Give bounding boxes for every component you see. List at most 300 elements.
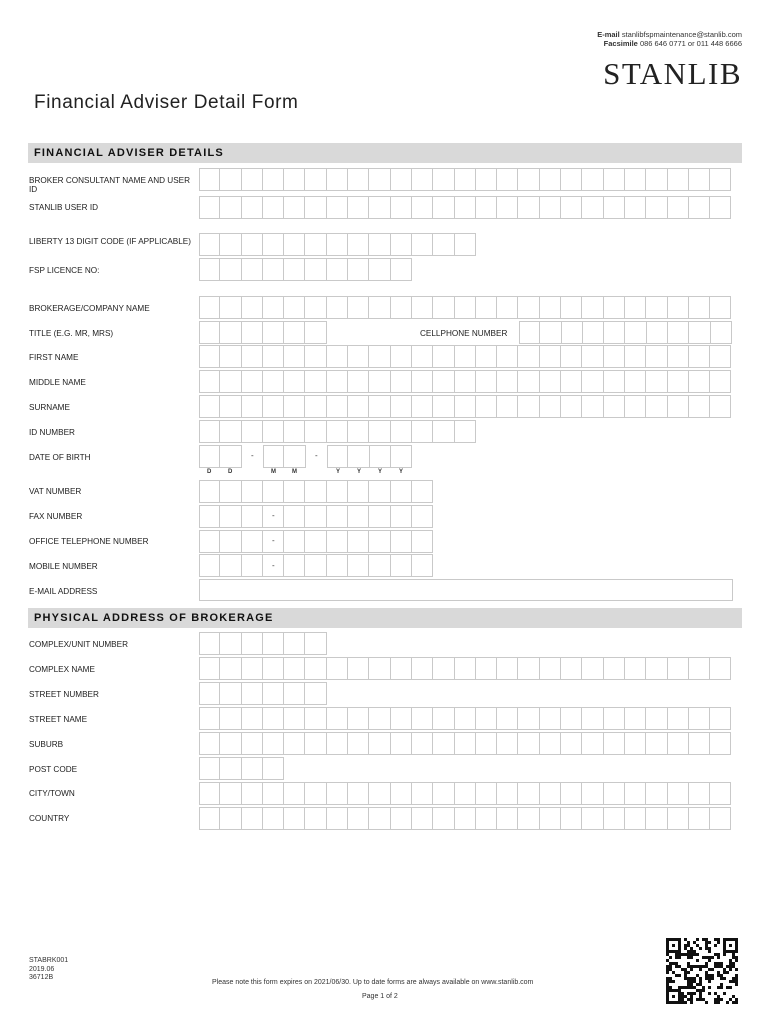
char-box[interactable] [412, 233, 433, 256]
char-box[interactable] [199, 782, 220, 805]
char-box[interactable] [220, 168, 241, 191]
vat-number-input[interactable] [199, 480, 433, 503]
char-box[interactable] [689, 395, 710, 418]
char-box[interactable] [263, 420, 284, 443]
char-box[interactable] [199, 395, 220, 418]
char-box[interactable] [412, 395, 433, 418]
char-box[interactable] [199, 757, 220, 780]
char-box[interactable] [284, 782, 305, 805]
char-box[interactable] [561, 657, 582, 680]
email-address-input[interactable] [199, 579, 733, 601]
char-box[interactable] [412, 296, 433, 319]
char-box[interactable] [668, 732, 689, 755]
char-box[interactable] [348, 807, 369, 830]
char-box[interactable] [412, 196, 433, 219]
char-box[interactable] [391, 420, 412, 443]
char-box[interactable] [476, 370, 497, 393]
char-box[interactable] [242, 632, 263, 655]
char-box[interactable] [646, 707, 667, 730]
char-box[interactable] [518, 732, 539, 755]
char-box[interactable] [391, 258, 412, 281]
char-box[interactable] [412, 732, 433, 755]
complex-unit-input[interactable] [199, 632, 327, 655]
char-box[interactable] [689, 168, 710, 191]
char-box[interactable] [540, 657, 561, 680]
char-box[interactable] [647, 321, 668, 344]
char-box[interactable] [710, 732, 731, 755]
char-box[interactable] [199, 345, 220, 368]
char-box[interactable] [518, 807, 539, 830]
char-box[interactable] [199, 168, 220, 191]
char-box[interactable] [497, 782, 518, 805]
char-box[interactable] [582, 732, 603, 755]
char-box[interactable] [220, 707, 241, 730]
char-box[interactable] [348, 554, 369, 577]
char-box[interactable] [220, 682, 241, 705]
char-box[interactable] [604, 296, 625, 319]
street-number-input[interactable] [199, 682, 327, 705]
char-box[interactable] [305, 807, 326, 830]
char-box[interactable] [433, 732, 454, 755]
char-box[interactable] [455, 420, 476, 443]
char-box[interactable] [455, 345, 476, 368]
city-town-input[interactable] [199, 782, 731, 805]
char-box[interactable] [391, 480, 412, 503]
char-box[interactable] [220, 530, 241, 553]
char-box[interactable] [284, 480, 305, 503]
char-box[interactable] [348, 480, 369, 503]
mobile-number-input[interactable] [199, 554, 433, 577]
char-box[interactable] [625, 707, 646, 730]
char-box[interactable] [710, 345, 731, 368]
char-box[interactable] [242, 420, 263, 443]
liberty-code-input[interactable] [199, 233, 476, 256]
char-box[interactable] [263, 370, 284, 393]
char-box[interactable] [369, 807, 390, 830]
char-box[interactable] [540, 395, 561, 418]
char-box[interactable] [518, 370, 539, 393]
dob-day-input[interactable] [199, 445, 242, 468]
char-box[interactable] [391, 395, 412, 418]
char-box[interactable] [220, 732, 241, 755]
char-box[interactable] [199, 732, 220, 755]
char-box[interactable] [305, 554, 326, 577]
char-box[interactable] [220, 196, 241, 219]
char-box[interactable] [263, 757, 284, 780]
char-box[interactable] [433, 196, 454, 219]
char-box[interactable] [668, 321, 689, 344]
char-box[interactable] [199, 657, 220, 680]
char-box[interactable] [689, 657, 710, 680]
char-box[interactable] [242, 682, 263, 705]
street-name-input[interactable] [199, 707, 731, 730]
char-box[interactable] [689, 296, 710, 319]
fax-number-input[interactable] [199, 505, 433, 528]
char-box[interactable] [412, 168, 433, 191]
char-box[interactable] [242, 757, 263, 780]
char-box[interactable] [284, 196, 305, 219]
char-box[interactable] [518, 296, 539, 319]
char-box[interactable] [199, 321, 220, 344]
char-box[interactable] [305, 258, 326, 281]
char-box[interactable] [242, 370, 263, 393]
char-box[interactable] [263, 345, 284, 368]
char-box[interactable] [284, 530, 305, 553]
char-box[interactable] [412, 554, 433, 577]
surname-input[interactable] [199, 395, 731, 418]
char-box[interactable] [220, 505, 241, 528]
char-box[interactable] [305, 196, 326, 219]
char-box[interactable] [497, 370, 518, 393]
char-box[interactable] [455, 196, 476, 219]
char-box[interactable] [646, 345, 667, 368]
char-box[interactable] [582, 657, 603, 680]
char-box[interactable] [476, 168, 497, 191]
char-box[interactable] [625, 296, 646, 319]
char-box[interactable] [305, 168, 326, 191]
id-number-input[interactable] [199, 420, 476, 443]
char-box[interactable] [455, 370, 476, 393]
char-box[interactable] [327, 345, 348, 368]
char-box[interactable] [242, 258, 263, 281]
char-box[interactable] [412, 370, 433, 393]
char-box[interactable] [220, 782, 241, 805]
char-box[interactable] [242, 707, 263, 730]
char-box[interactable] [220, 420, 241, 443]
char-box[interactable] [391, 732, 412, 755]
brokerage-name-input[interactable] [199, 296, 731, 319]
char-box[interactable] [433, 657, 454, 680]
char-box[interactable] [220, 657, 241, 680]
char-box[interactable] [220, 554, 241, 577]
char-box[interactable] [199, 632, 220, 655]
char-box[interactable] [263, 233, 284, 256]
char-box[interactable] [412, 420, 433, 443]
char-box[interactable] [476, 807, 497, 830]
char-box[interactable] [369, 420, 390, 443]
char-box[interactable] [199, 554, 220, 577]
char-box[interactable] [689, 321, 710, 344]
broker-consultant-input[interactable] [199, 168, 731, 191]
char-box[interactable] [646, 168, 667, 191]
char-box[interactable] [497, 168, 518, 191]
char-box[interactable] [455, 168, 476, 191]
char-box[interactable] [220, 480, 241, 503]
char-box[interactable] [668, 196, 689, 219]
char-box[interactable] [646, 296, 667, 319]
char-box[interactable] [242, 395, 263, 418]
char-box[interactable] [305, 632, 326, 655]
char-box[interactable] [412, 480, 433, 503]
char-box[interactable] [455, 657, 476, 680]
char-box[interactable] [540, 370, 561, 393]
char-box[interactable] [220, 370, 241, 393]
char-box[interactable] [369, 554, 390, 577]
char-box[interactable] [582, 707, 603, 730]
char-box[interactable] [604, 395, 625, 418]
char-box[interactable] [412, 530, 433, 553]
char-box[interactable] [518, 657, 539, 680]
char-box[interactable] [327, 707, 348, 730]
char-box[interactable] [646, 807, 667, 830]
char-box[interactable] [242, 321, 263, 344]
char-box[interactable] [433, 345, 454, 368]
char-box[interactable] [604, 732, 625, 755]
char-box[interactable] [305, 732, 326, 755]
char-box[interactable] [582, 395, 603, 418]
char-box[interactable] [625, 395, 646, 418]
char-box[interactable] [327, 395, 348, 418]
char-box[interactable] [561, 807, 582, 830]
char-box[interactable] [327, 420, 348, 443]
country-input[interactable] [199, 807, 731, 830]
char-box[interactable] [625, 807, 646, 830]
char-box[interactable] [646, 370, 667, 393]
char-box[interactable] [710, 395, 731, 418]
char-box[interactable] [305, 233, 326, 256]
char-box[interactable] [518, 707, 539, 730]
char-box[interactable] [433, 233, 454, 256]
char-box[interactable] [689, 707, 710, 730]
char-box[interactable] [433, 782, 454, 805]
char-box[interactable] [348, 395, 369, 418]
char-box[interactable] [497, 345, 518, 368]
char-box[interactable] [668, 707, 689, 730]
char-box[interactable] [199, 258, 220, 281]
char-box[interactable] [242, 657, 263, 680]
char-box[interactable] [348, 370, 369, 393]
char-box[interactable] [305, 782, 326, 805]
char-box[interactable] [391, 345, 412, 368]
char-box[interactable] [604, 807, 625, 830]
char-box[interactable] [242, 168, 263, 191]
char-box[interactable] [518, 196, 539, 219]
char-box[interactable] [199, 296, 220, 319]
char-box[interactable] [348, 420, 369, 443]
char-box[interactable] [497, 196, 518, 219]
char-box[interactable] [476, 707, 497, 730]
char-box[interactable] [391, 530, 412, 553]
char-box[interactable] [689, 370, 710, 393]
char-box[interactable] [391, 505, 412, 528]
char-box[interactable] [625, 657, 646, 680]
char-box[interactable] [518, 345, 539, 368]
char-box[interactable] [646, 782, 667, 805]
char-box[interactable] [391, 168, 412, 191]
suburb-input[interactable] [199, 732, 731, 755]
char-box[interactable] [263, 807, 284, 830]
char-box[interactable] [711, 321, 732, 344]
char-box[interactable] [199, 682, 220, 705]
char-box[interactable] [518, 782, 539, 805]
char-box[interactable] [646, 732, 667, 755]
char-box[interactable] [476, 395, 497, 418]
char-box[interactable] [540, 296, 561, 319]
char-box[interactable] [199, 370, 220, 393]
char-box[interactable] [220, 445, 241, 468]
char-box[interactable] [327, 233, 348, 256]
char-box[interactable] [604, 707, 625, 730]
char-box[interactable] [242, 782, 263, 805]
char-box[interactable] [327, 196, 348, 219]
char-box[interactable] [220, 807, 241, 830]
char-box[interactable] [540, 732, 561, 755]
char-box[interactable] [391, 233, 412, 256]
char-box[interactable] [476, 296, 497, 319]
char-box[interactable] [263, 168, 284, 191]
char-box[interactable] [689, 782, 710, 805]
char-box[interactable] [220, 233, 241, 256]
char-box[interactable] [476, 657, 497, 680]
char-box[interactable] [263, 445, 284, 468]
char-box[interactable] [604, 345, 625, 368]
char-box[interactable] [540, 345, 561, 368]
char-box[interactable] [668, 168, 689, 191]
char-box[interactable] [433, 168, 454, 191]
char-box[interactable] [327, 505, 348, 528]
char-box[interactable] [305, 707, 326, 730]
dob-year-input[interactable] [327, 445, 412, 468]
char-box[interactable] [305, 345, 326, 368]
char-box[interactable] [263, 321, 284, 344]
char-box[interactable] [327, 657, 348, 680]
char-box[interactable] [263, 632, 284, 655]
char-box[interactable] [220, 345, 241, 368]
char-box[interactable] [476, 196, 497, 219]
char-box[interactable] [689, 732, 710, 755]
char-box[interactable] [391, 807, 412, 830]
char-box[interactable] [582, 370, 603, 393]
char-box[interactable] [561, 296, 582, 319]
char-box[interactable] [199, 196, 220, 219]
char-box[interactable] [604, 168, 625, 191]
char-box[interactable] [391, 782, 412, 805]
char-box[interactable] [348, 168, 369, 191]
cellphone-input[interactable] [519, 321, 732, 344]
char-box[interactable] [391, 657, 412, 680]
char-box[interactable] [582, 296, 603, 319]
char-box[interactable] [476, 782, 497, 805]
char-box[interactable] [305, 530, 326, 553]
char-box[interactable] [497, 657, 518, 680]
char-box[interactable] [348, 345, 369, 368]
char-box[interactable] [369, 258, 390, 281]
char-box[interactable] [305, 682, 326, 705]
char-box[interactable] [582, 807, 603, 830]
char-box[interactable] [284, 168, 305, 191]
char-box[interactable] [561, 345, 582, 368]
char-box[interactable] [412, 707, 433, 730]
char-box[interactable] [199, 505, 220, 528]
char-box[interactable] [348, 782, 369, 805]
char-box[interactable] [284, 732, 305, 755]
char-box[interactable] [497, 807, 518, 830]
char-box[interactable] [263, 782, 284, 805]
char-box[interactable] [369, 782, 390, 805]
fsp-licence-input[interactable] [199, 258, 412, 281]
char-box[interactable] [710, 168, 731, 191]
char-box[interactable] [220, 258, 241, 281]
char-box[interactable] [412, 505, 433, 528]
char-box[interactable] [369, 196, 390, 219]
char-box[interactable] [412, 807, 433, 830]
char-box[interactable] [348, 707, 369, 730]
char-box[interactable] [199, 707, 220, 730]
char-box[interactable] [476, 345, 497, 368]
char-box[interactable] [284, 707, 305, 730]
complex-name-input[interactable] [199, 657, 731, 680]
char-box[interactable] [263, 196, 284, 219]
char-box[interactable] [199, 233, 220, 256]
char-box[interactable] [540, 196, 561, 219]
char-box[interactable] [433, 420, 454, 443]
char-box[interactable] [284, 505, 305, 528]
char-box[interactable] [646, 657, 667, 680]
char-box[interactable] [561, 732, 582, 755]
char-box[interactable] [284, 807, 305, 830]
char-box[interactable] [348, 445, 369, 468]
char-box[interactable] [369, 168, 390, 191]
char-box[interactable] [668, 345, 689, 368]
char-box[interactable] [668, 296, 689, 319]
char-box[interactable] [327, 258, 348, 281]
char-box[interactable] [327, 296, 348, 319]
char-box[interactable] [455, 233, 476, 256]
char-box[interactable] [284, 233, 305, 256]
char-box[interactable] [689, 807, 710, 830]
char-box[interactable] [540, 807, 561, 830]
char-box[interactable] [604, 657, 625, 680]
char-box[interactable] [625, 370, 646, 393]
char-box[interactable] [455, 395, 476, 418]
char-box[interactable] [497, 296, 518, 319]
char-box[interactable] [518, 168, 539, 191]
char-box[interactable] [305, 657, 326, 680]
char-box[interactable] [433, 395, 454, 418]
stanlib-user-id-input[interactable] [199, 196, 731, 219]
char-box[interactable] [540, 321, 561, 344]
char-box[interactable] [519, 321, 540, 344]
char-box[interactable] [369, 296, 390, 319]
char-box[interactable] [455, 732, 476, 755]
char-box[interactable] [668, 782, 689, 805]
char-box[interactable] [455, 782, 476, 805]
char-box[interactable] [305, 420, 326, 443]
char-box[interactable] [497, 707, 518, 730]
char-box[interactable] [625, 196, 646, 219]
char-box[interactable] [263, 707, 284, 730]
char-box[interactable] [582, 168, 603, 191]
char-box[interactable] [369, 505, 390, 528]
char-box[interactable] [199, 530, 220, 553]
char-box[interactable] [668, 370, 689, 393]
char-box[interactable] [284, 554, 305, 577]
char-box[interactable] [199, 480, 220, 503]
char-box[interactable] [369, 530, 390, 553]
char-box[interactable] [604, 782, 625, 805]
char-box[interactable] [710, 296, 731, 319]
char-box[interactable] [284, 345, 305, 368]
char-box[interactable] [220, 395, 241, 418]
char-box[interactable] [625, 321, 646, 344]
char-box[interactable] [582, 196, 603, 219]
char-box[interactable] [562, 321, 583, 344]
char-box[interactable] [199, 807, 220, 830]
char-box[interactable] [476, 732, 497, 755]
char-box[interactable] [305, 321, 326, 344]
char-box[interactable] [348, 258, 369, 281]
char-box[interactable] [348, 296, 369, 319]
